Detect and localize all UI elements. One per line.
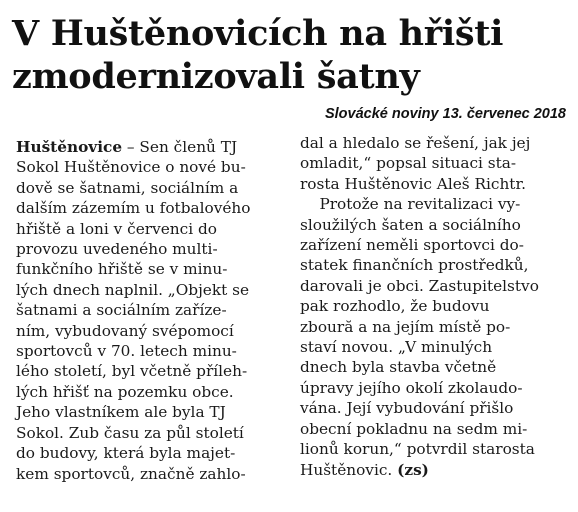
column-1-line-1 bbox=[16, 137, 288, 157]
column-2-line: zboură a na jejím místě po- bbox=[300, 317, 511, 336]
column-1-line: Jeho vlastníkem ale byla TJ bbox=[16, 403, 226, 422]
column-2-line: vána. Její vybudování přišlo bbox=[300, 399, 514, 418]
column-1-line: kem sportovců, značně zahlo- bbox=[16, 464, 246, 483]
column-2-line: dal a hledalo se řešení, jak jej bbox=[300, 134, 531, 152]
column-1-line: Sokol Huštěnovice o nové bu- bbox=[16, 158, 246, 177]
column-2-line: staví novou. „V minulých bbox=[300, 338, 493, 357]
dateline: Huštěnovice bbox=[16, 138, 123, 156]
column-1-line: lých hřišť na pozemku obce. bbox=[16, 382, 234, 401]
headline-line-1: V Huštěnovicích na hřišti bbox=[12, 13, 504, 54]
article-source: Slovácké noviny 13. červenec 2018 bbox=[324, 106, 566, 122]
column-2-line: statek finančních prostředků, bbox=[300, 256, 529, 275]
column-2-line: pak rozhodlo, že budovu bbox=[300, 297, 490, 316]
article-column-1 bbox=[16, 137, 288, 484]
headline-line-2: zmodernizovali šatny bbox=[12, 56, 420, 97]
column-2-last-line bbox=[300, 460, 570, 480]
author-byline: (zs) bbox=[397, 460, 429, 479]
column-1-line: sportovců v 70. letech minu- bbox=[16, 342, 237, 361]
article-headline bbox=[12, 12, 568, 98]
column-1-line: šatnami a sociálním zaříze- bbox=[16, 301, 227, 320]
column-2-last-line-text: Huštěnovic. bbox=[300, 460, 398, 479]
column-1-line: lého století, byl včetně příleh- bbox=[16, 362, 248, 381]
column-1-line-1-text: – Sen členů TJ bbox=[122, 138, 238, 156]
column-1-line: Sokol. Zub času za půl století bbox=[16, 423, 244, 442]
column-2-line: rosta Huštěnovic Aleš Richtr. bbox=[300, 174, 526, 193]
column-2-line: sloužilých šaten a sociálního bbox=[300, 215, 521, 234]
column-2-line: úpravy jejího okolí zkolaudo- bbox=[300, 378, 523, 397]
column-1-line: do budovy, která byla majet- bbox=[16, 444, 236, 463]
column-1-line: ním, vybudovaný svépomocí bbox=[16, 321, 234, 340]
column-2-line: lionů korun,“ potvrdil starosta bbox=[300, 440, 535, 459]
column-2-line: Protože na revitalizaci vy- bbox=[300, 195, 521, 214]
column-2-line: obecní pokladnu na sedm mi- bbox=[300, 419, 528, 438]
column-2-line: dnech byla stavba včetně bbox=[300, 358, 497, 377]
column-2-line: zařízení neměli sportovci do- bbox=[300, 236, 524, 255]
column-1-line: dalším zázemím u fotbalového bbox=[16, 199, 251, 218]
article-column-2 bbox=[300, 133, 570, 480]
column-1-line: provozu uvedeného multi- bbox=[16, 240, 218, 259]
column-1-line: lých dnech naplnil. „Objekt se bbox=[16, 280, 250, 299]
column-1-line: funkčního hřiště se v minu- bbox=[16, 260, 228, 279]
column-1-line: dově se šatnami, sociálním a bbox=[16, 178, 239, 197]
column-1-line: hřiště a loni v červenci do bbox=[16, 219, 217, 238]
column-2-line: omladit,“ popsal situaci sta- bbox=[300, 154, 517, 173]
column-2-line: darovali je obci. Zastupitelstvo bbox=[300, 276, 539, 295]
